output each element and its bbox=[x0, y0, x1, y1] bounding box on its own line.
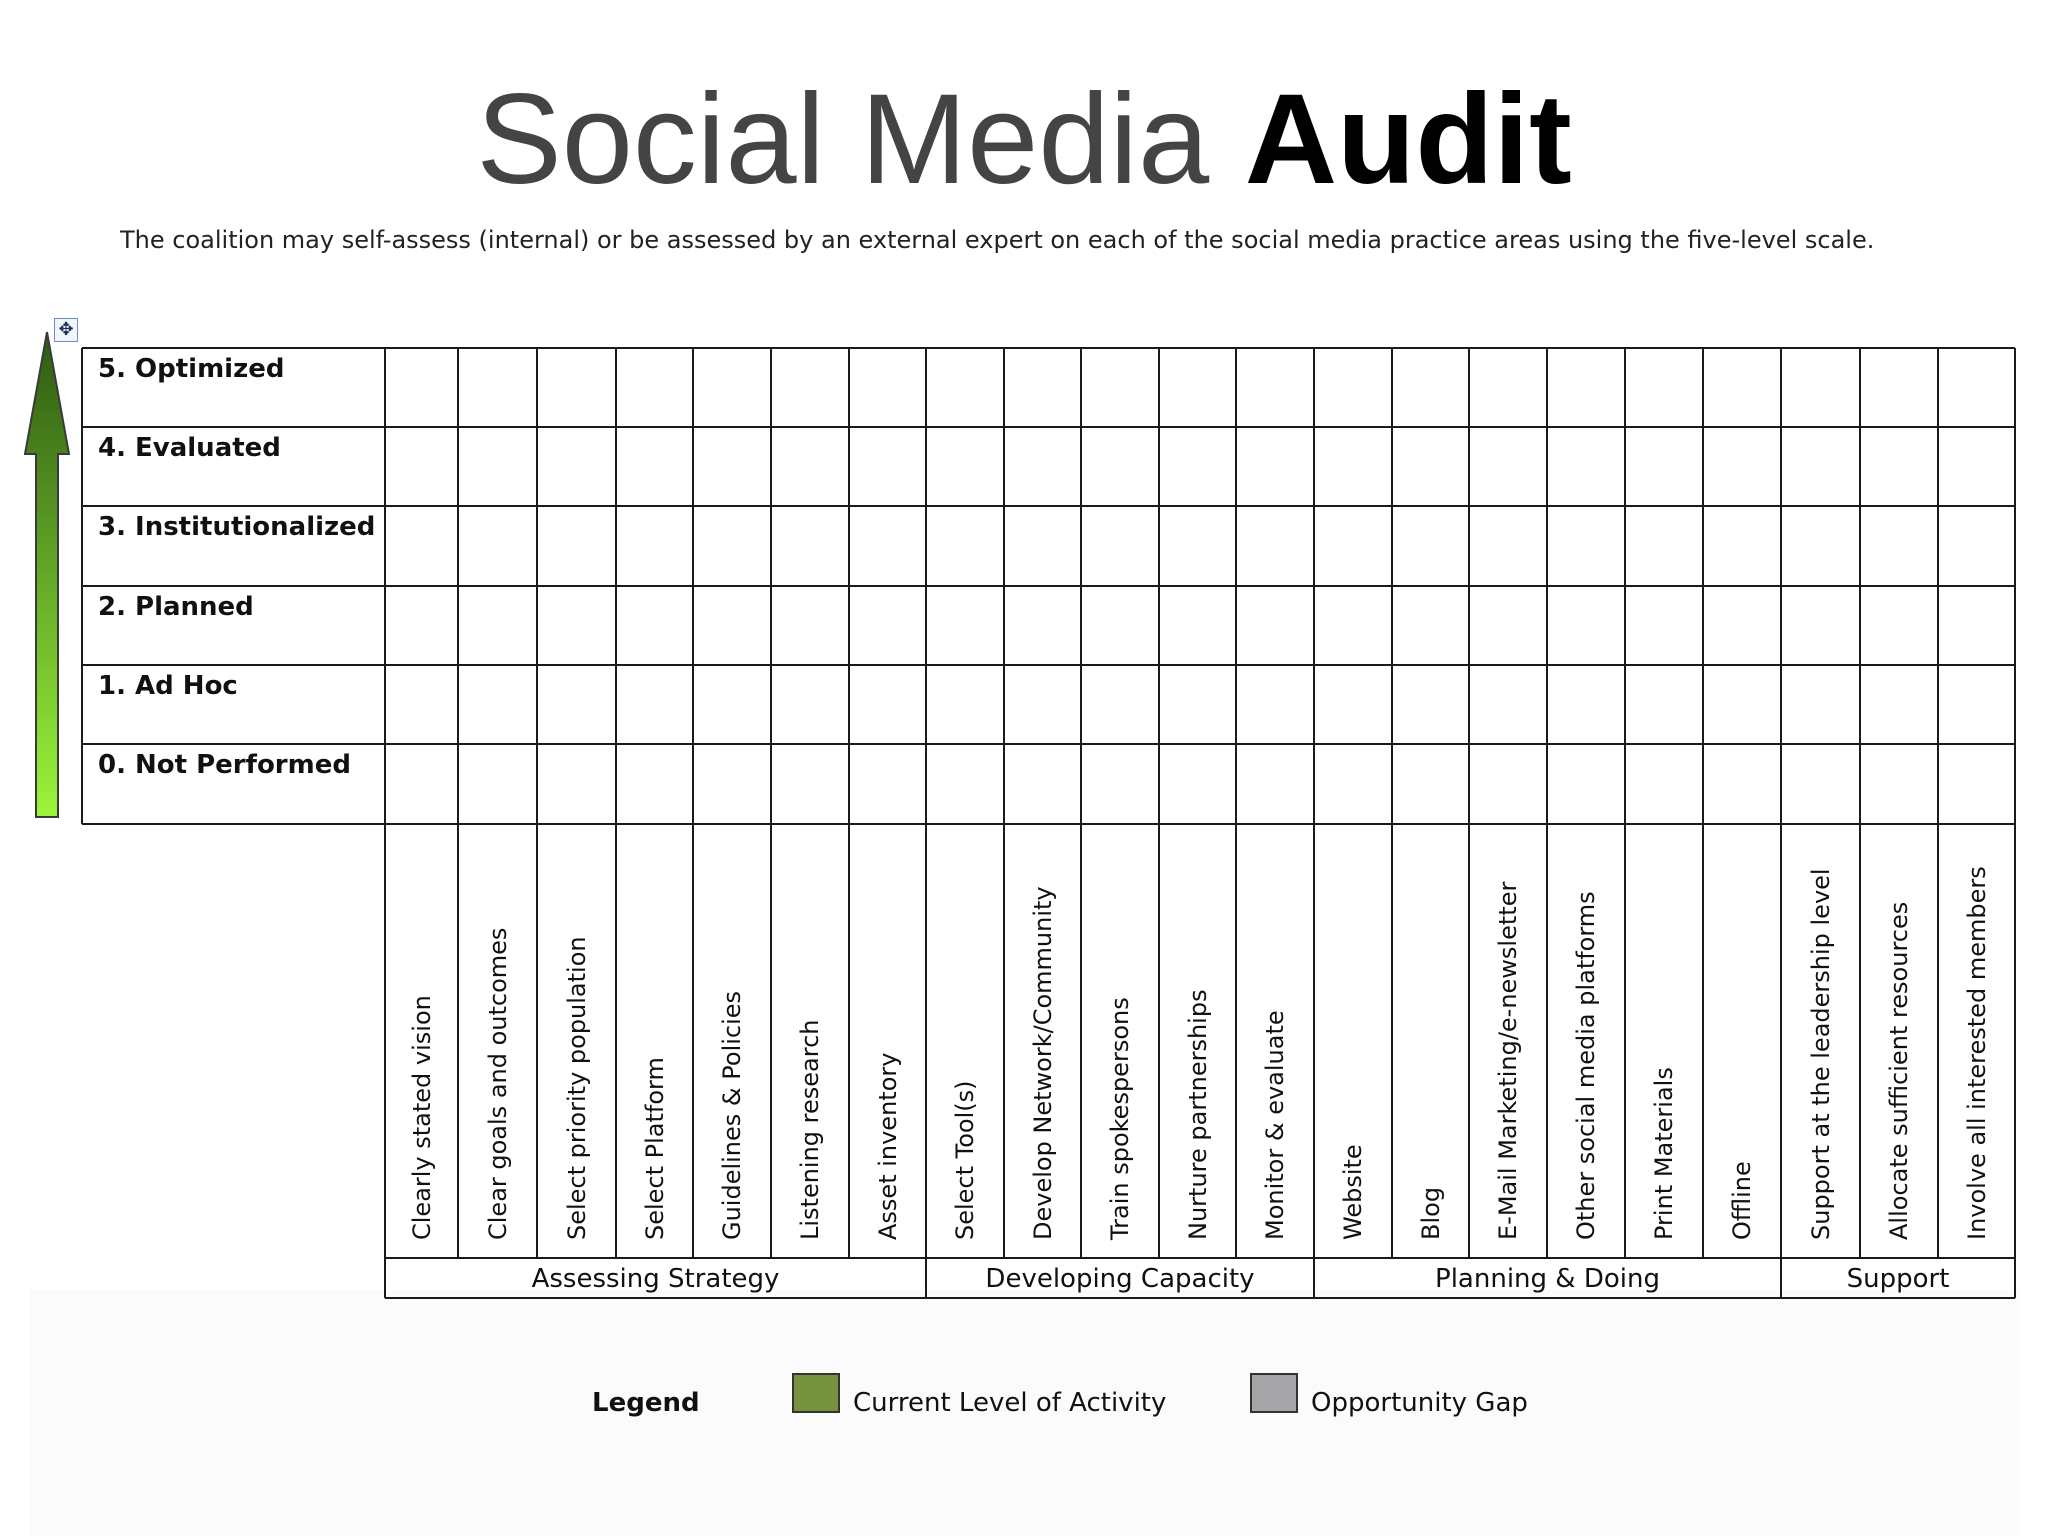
practice-label: Website bbox=[1339, 1144, 1367, 1240]
level-label: 1. Ad Hoc bbox=[98, 671, 238, 701]
practice-label: Monitor & evaluate bbox=[1261, 1010, 1289, 1240]
legend-label-current: Current Level of Activity bbox=[853, 1388, 1167, 1418]
practice-label: Print Materials bbox=[1650, 1067, 1678, 1240]
practice-label: Train spokespersons bbox=[1106, 997, 1134, 1240]
title-regular: Social Media bbox=[476, 68, 1210, 211]
legend-title: Legend bbox=[592, 1388, 700, 1418]
practice-label: E-Mail Marketing/e-newsletter bbox=[1494, 881, 1522, 1240]
page-subtitle: The coalition may self-assess (internal) or be assessed by an external expert on each of the social media practice areas using the five-level scale. bbox=[120, 226, 1875, 254]
group-label: Planning & Doing bbox=[1435, 1264, 1660, 1294]
practice-label: Offline bbox=[1728, 1161, 1756, 1240]
move-icon[interactable]: ✥ bbox=[54, 318, 78, 342]
practice-label: Clearly stated vision bbox=[407, 995, 436, 1240]
practice-label: Asset inventory bbox=[873, 1052, 902, 1240]
level-label: 2. Planned bbox=[98, 592, 254, 622]
practice-label: Clear goals and outcomes bbox=[483, 927, 512, 1240]
level-label: 3. Institutionalized bbox=[98, 512, 376, 542]
practice-label: Other social media platforms bbox=[1572, 891, 1600, 1240]
group-label: Developing Capacity bbox=[985, 1264, 1255, 1294]
practice-label: Develop Network/Community bbox=[1028, 886, 1057, 1240]
practice-label: Listening research bbox=[796, 1019, 824, 1240]
practice-label: Involve all interested members bbox=[1962, 866, 1991, 1240]
practice-label: Guidelines & Policies bbox=[718, 990, 746, 1240]
group-label: Assessing Strategy bbox=[531, 1264, 780, 1294]
legend-label-gap: Opportunity Gap bbox=[1311, 1388, 1528, 1418]
legend-swatch-gap bbox=[1250, 1373, 1298, 1413]
level-label: 4. Evaluated bbox=[98, 433, 281, 463]
practice-label: Select priority population bbox=[562, 936, 591, 1240]
practice-label: Nurture partnerships bbox=[1183, 989, 1212, 1240]
legend-swatch-current bbox=[792, 1373, 840, 1413]
practice-label: Select Tool(s) bbox=[951, 1080, 979, 1240]
level-label: 0. Not Performed bbox=[98, 750, 351, 780]
level-label: 5. Optimized bbox=[98, 354, 285, 384]
practice-label: Select Platform bbox=[640, 1057, 669, 1240]
group-label: Support bbox=[1846, 1264, 1950, 1294]
title-bold: Audit bbox=[1244, 68, 1572, 211]
practice-label: Blog bbox=[1416, 1186, 1445, 1240]
practice-label: Allocate sufficient resources bbox=[1885, 901, 1913, 1240]
practice-label: Support at the leadership level bbox=[1806, 868, 1835, 1240]
